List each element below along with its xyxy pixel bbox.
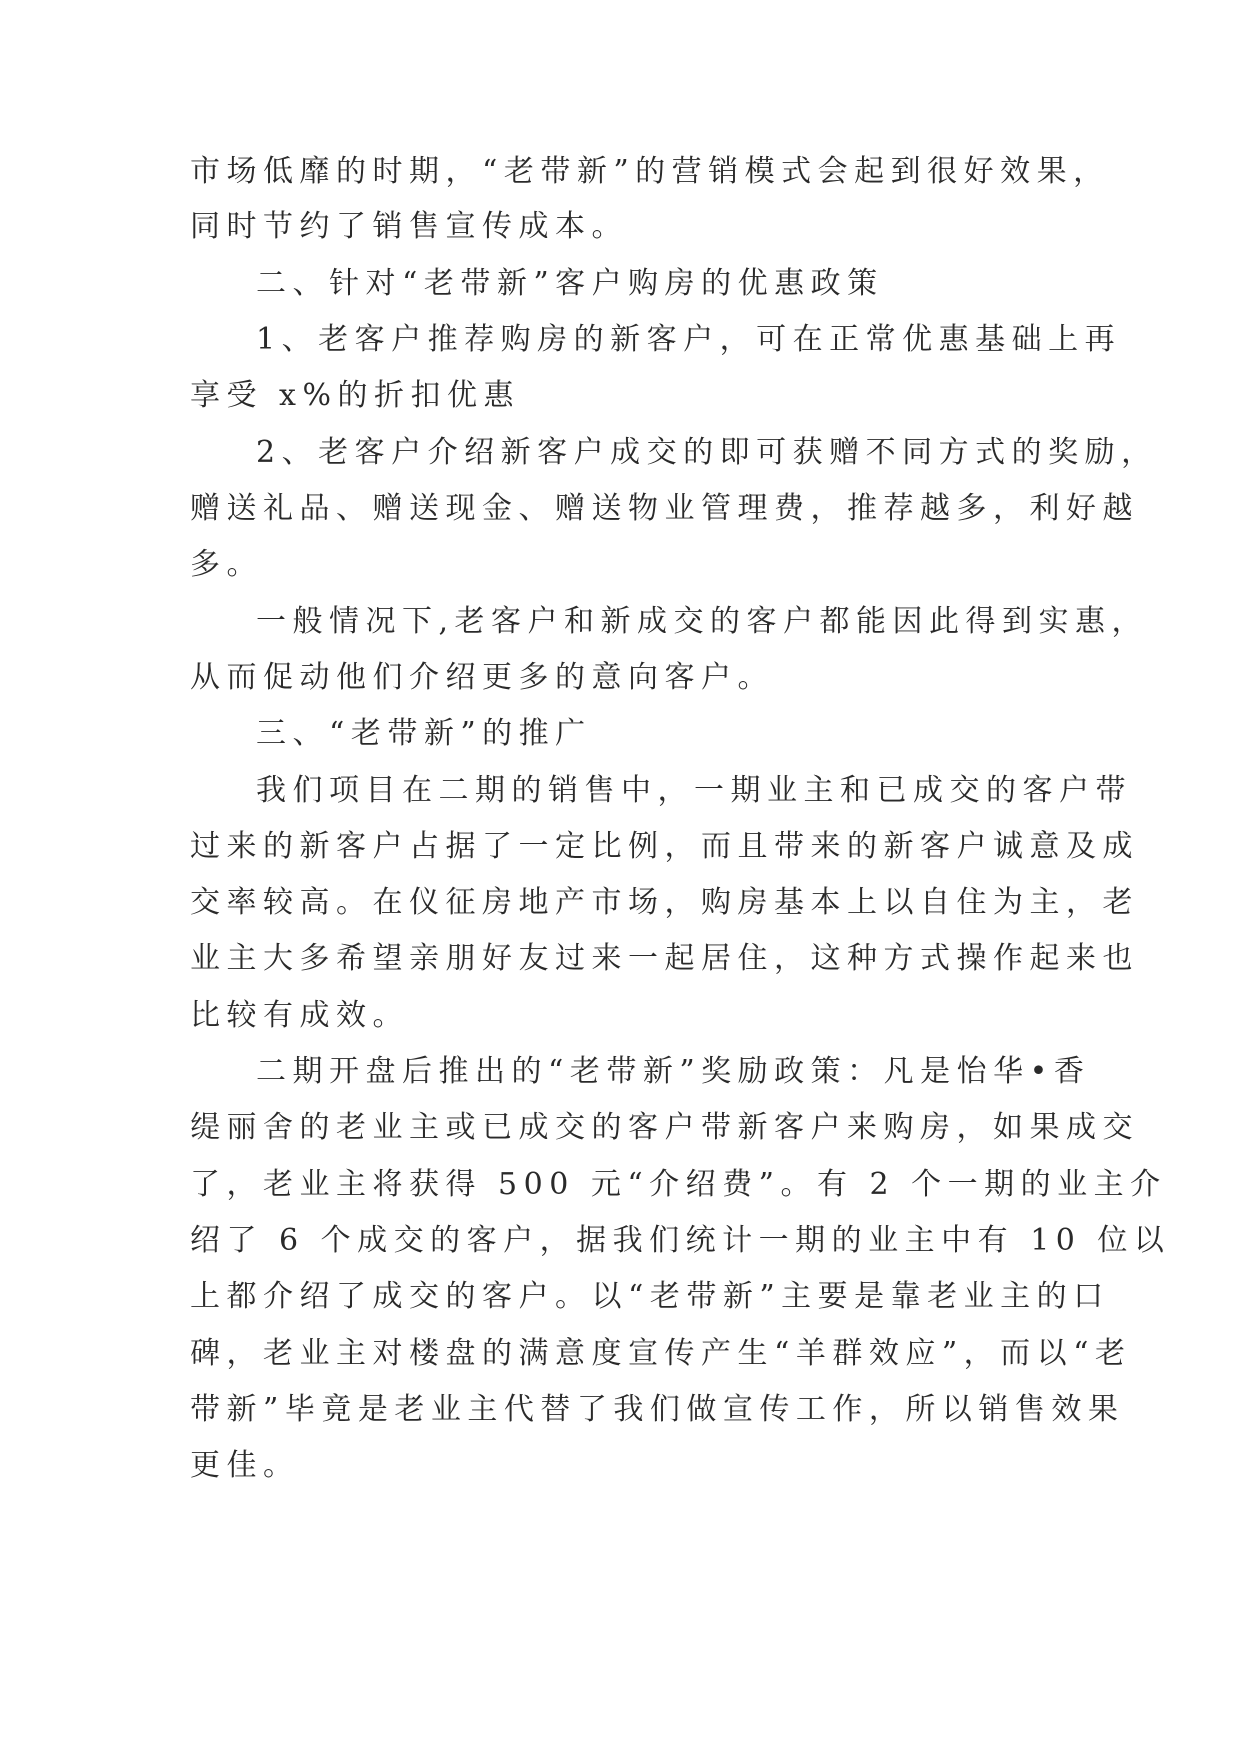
- text-line: 了，老业主将获得 500 元“介绍费”。有 2 个一期的业主介: [190, 1167, 1167, 1202]
- text-line: 缇丽舍的老业主或已成交的客户带新客户来购房，如果成交: [190, 1110, 1139, 1145]
- text-line: 碑，老业主对楼盘的满意度宣传产生“羊群效应”，而以“老: [190, 1336, 1132, 1371]
- text-line: 比较有成效。: [190, 998, 409, 1033]
- list-item: 2、老客户介绍新客户成交的即可获赠不同方式的奖励，: [256, 435, 1158, 470]
- text-line: 上都介绍了成交的客户。以“老带新”主要是靠老业主的口: [190, 1279, 1110, 1314]
- text-line: 同时节约了销售宣传成本。: [190, 209, 628, 244]
- text-line: 交率较高。在仪征房地产市场，购房基本上以自住为主，老: [190, 885, 1139, 920]
- text-line: 多。: [190, 547, 263, 582]
- text-line: 赠送礼品、赠送现金、赠送物业管理费，推荐越多，利好越: [190, 491, 1139, 526]
- list-item: 1、老客户推荐购房的新客户，可在正常优惠基础上再: [256, 322, 1122, 357]
- section-heading: 三、“老带新”的推广: [256, 716, 592, 751]
- text-line: 享受 x%的折扣优惠: [190, 378, 520, 413]
- text-line: 带新”毕竟是老业主代替了我们做宣传工作，所以销售效果: [190, 1392, 1125, 1427]
- text-line: 更佳。: [190, 1448, 300, 1483]
- paragraph-line: 我们项目在二期的销售中，一期业主和已成交的客户带: [256, 773, 1132, 808]
- text-line: 绍了 6 个成交的客户，据我们统计一期的业主中有 10 位以: [190, 1223, 1171, 1258]
- text-line: 过来的新客户占据了一定比例，而且带来的新客户诚意及成: [190, 829, 1139, 864]
- text-line: 业主大多希望亲朋好友过来一起居住，这种方式操作起来也: [190, 941, 1139, 976]
- section-heading: 二、针对“老带新”客户购房的优惠政策: [256, 266, 884, 301]
- paragraph-line: 一般情况下,老客户和新成交的客户都能因此得到实惠，: [256, 604, 1149, 639]
- text-line: 市场低靡的时期，“老带新”的营销模式会起到很好效果，: [190, 154, 1110, 189]
- paragraph-line: 二期开盘后推出的“老带新”奖励政策：凡是怡华•香: [256, 1054, 1091, 1089]
- text-line: 从而促动他们介绍更多的意向客户。: [190, 660, 774, 695]
